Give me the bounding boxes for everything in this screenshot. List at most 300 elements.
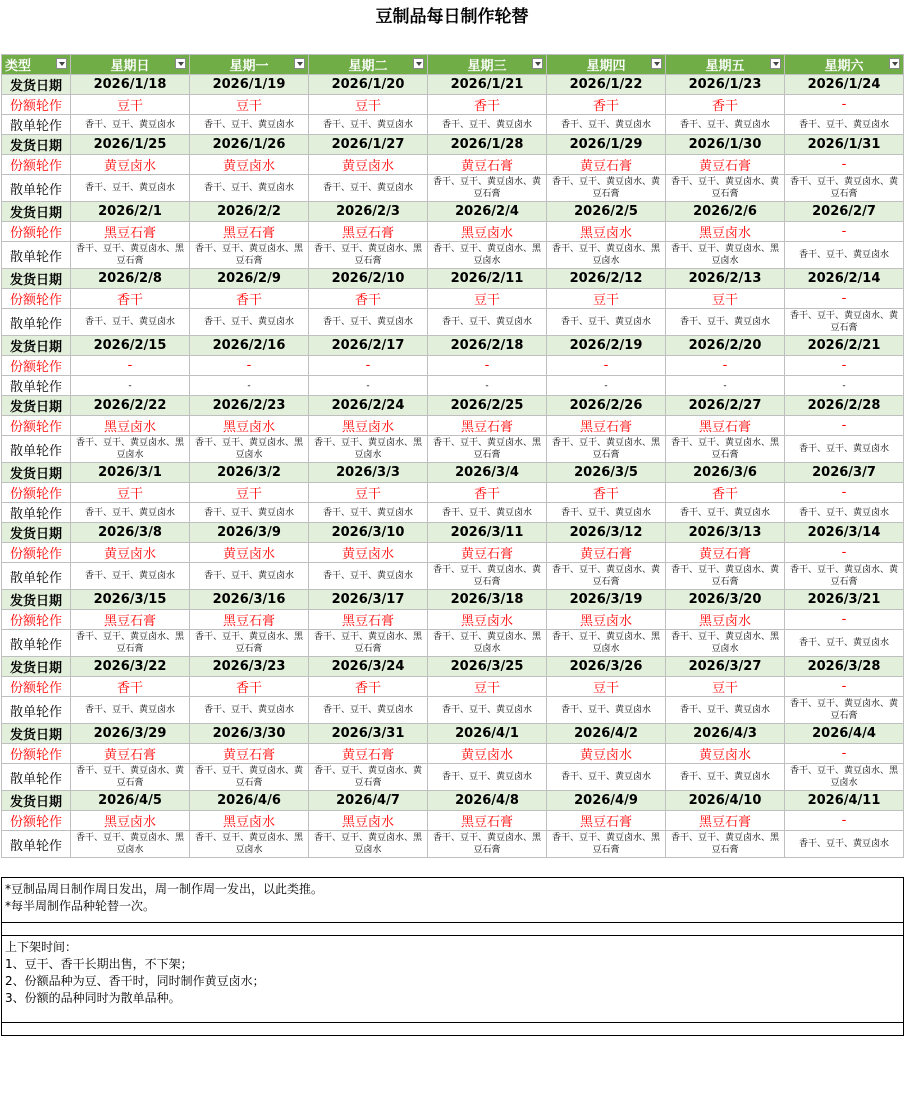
- quota-cell: -: [785, 677, 904, 697]
- single-cell: 香干、豆干、黄豆卤水、黄豆石膏: [785, 175, 904, 202]
- quota-cell: -: [785, 483, 904, 503]
- quota-row: [2, 610, 904, 630]
- filter-dropdown-icon[interactable]: [294, 58, 305, 69]
- single-cell: 香干、豆干、黄豆卤水、黑豆卤水: [190, 831, 309, 858]
- quota-cell: 黑豆卤水: [666, 610, 785, 630]
- single-cell: 香干、豆干、黄豆卤水、黑豆石膏: [428, 831, 547, 858]
- date-cell: 2026/4/9: [547, 791, 666, 811]
- date-cell: 2026/3/30: [190, 724, 309, 744]
- single-cell: 香干、豆干、黄豆卤水、黄豆石膏: [547, 175, 666, 202]
- date-cell: 2026/3/16: [190, 590, 309, 610]
- filter-dropdown-icon[interactable]: [175, 58, 186, 69]
- single-cell: 香干、豆干、黄豆卤水: [666, 115, 785, 135]
- date-cell: 2026/3/27: [666, 657, 785, 677]
- date-cell: 2026/2/19: [547, 336, 666, 356]
- quota-cell: 黑豆石膏: [309, 222, 428, 242]
- quota-cell: 黄豆卤水: [666, 744, 785, 764]
- single-cell: 香干、豆干、黄豆卤水、黑豆石膏: [309, 630, 428, 657]
- single-cell: -: [666, 376, 785, 396]
- notes-table: [1, 877, 904, 1036]
- single-cell: 香干、豆干、黄豆卤水、黑豆石膏: [666, 831, 785, 858]
- quota-cell: 黑豆卤水: [190, 416, 309, 436]
- quota-cell: -: [785, 744, 904, 764]
- quota-cell: 黄豆石膏: [71, 744, 190, 764]
- header-friday: [666, 55, 785, 75]
- single-label: 散单轮作: [2, 242, 71, 269]
- header-wednesday: [428, 55, 547, 75]
- single-cell: 香干、豆干、黄豆卤水: [428, 115, 547, 135]
- quota-cell: -: [785, 610, 904, 630]
- date-cell: 2026/3/14: [785, 523, 904, 543]
- quota-cell: 黑豆卤水: [428, 610, 547, 630]
- single-label: 散单轮作: [2, 764, 71, 791]
- single-cell: 香干、豆干、黄豆卤水、黑豆石膏: [71, 242, 190, 269]
- quota-label: 份额轮作: [2, 289, 71, 309]
- notes-spacer: [2, 1023, 904, 1036]
- date-cell: 2026/2/9: [190, 269, 309, 289]
- quota-cell: 豆干: [309, 95, 428, 115]
- quota-cell: -: [666, 356, 785, 376]
- date-cell: 2026/3/13: [666, 523, 785, 543]
- date-cell: 2026/3/5: [547, 463, 666, 483]
- quota-label: 份额轮作: [2, 811, 71, 831]
- date-label: 发货日期: [2, 657, 71, 677]
- date-cell: 2026/2/5: [547, 202, 666, 222]
- single-cell: 香干、豆干、黄豆卤水: [785, 503, 904, 523]
- single-label: 散单轮作: [2, 376, 71, 396]
- quota-cell: 黑豆卤水: [547, 610, 666, 630]
- date-row: [2, 396, 904, 416]
- quota-cell: 豆干: [71, 95, 190, 115]
- quota-label: 份额轮作: [2, 416, 71, 436]
- single-cell: 香干、豆干、黄豆卤水: [190, 563, 309, 590]
- quota-cell: 香干: [309, 677, 428, 697]
- quota-cell: -: [785, 416, 904, 436]
- date-cell: 2026/3/4: [428, 463, 547, 483]
- quota-label: 份额轮作: [2, 610, 71, 630]
- date-cell: 2026/2/23: [190, 396, 309, 416]
- single-row: [2, 436, 904, 463]
- filter-dropdown-icon[interactable]: [532, 58, 543, 69]
- single-cell: 香干、豆干、黄豆卤水: [71, 697, 190, 724]
- date-cell: 2026/1/31: [785, 135, 904, 155]
- single-label: 散单轮作: [2, 630, 71, 657]
- quota-cell: 黑豆石膏: [190, 610, 309, 630]
- date-cell: 2026/2/14: [785, 269, 904, 289]
- single-cell: 香干、豆干、黄豆卤水: [71, 115, 190, 135]
- quota-cell: 豆干: [71, 483, 190, 503]
- quota-cell: -: [190, 356, 309, 376]
- quota-cell: 黑豆卤水: [71, 811, 190, 831]
- date-row: [2, 523, 904, 543]
- filter-dropdown-icon[interactable]: [889, 58, 900, 69]
- quota-cell: 香干: [190, 289, 309, 309]
- single-cell: -: [309, 376, 428, 396]
- single-row: [2, 764, 904, 791]
- date-label: 发货日期: [2, 396, 71, 416]
- quota-cell: 黑豆石膏: [547, 811, 666, 831]
- single-cell: 香干、豆干、黄豆卤水、黄豆石膏: [666, 175, 785, 202]
- date-cell: 2026/3/9: [190, 523, 309, 543]
- date-cell: 2026/3/26: [547, 657, 666, 677]
- date-cell: 2026/2/26: [547, 396, 666, 416]
- single-cell: 香干、豆干、黄豆卤水、黄豆石膏: [428, 563, 547, 590]
- date-label: 发货日期: [2, 135, 71, 155]
- quota-cell: 豆干: [428, 289, 547, 309]
- single-label: 散单轮作: [2, 563, 71, 590]
- single-row: [2, 630, 904, 657]
- single-cell: 香干、豆干、黄豆卤水: [547, 309, 666, 336]
- quota-cell: 豆干: [666, 289, 785, 309]
- single-cell: 香干、豆干、黄豆卤水: [309, 563, 428, 590]
- date-cell: 2026/1/22: [547, 75, 666, 95]
- quota-cell: 香干: [547, 95, 666, 115]
- quota-cell: 黑豆卤水: [428, 222, 547, 242]
- date-cell: 2026/2/22: [71, 396, 190, 416]
- single-cell: 香干、豆干、黄豆卤水: [190, 503, 309, 523]
- single-cell: 香干、豆干、黄豆卤水: [785, 115, 904, 135]
- quota-cell: 黑豆石膏: [71, 222, 190, 242]
- date-cell: 2026/2/8: [71, 269, 190, 289]
- quota-cell: 黑豆卤水: [309, 811, 428, 831]
- quota-cell: 豆干: [666, 677, 785, 697]
- quota-row: [2, 744, 904, 764]
- quota-cell: 豆干: [428, 677, 547, 697]
- date-label: 发货日期: [2, 791, 71, 811]
- date-row: [2, 724, 904, 744]
- single-row: [2, 175, 904, 202]
- quota-cell: 香干: [71, 677, 190, 697]
- quota-label: 份额轮作: [2, 483, 71, 503]
- quota-cell: 黄豆卤水: [547, 744, 666, 764]
- single-cell: 香干、豆干、黄豆卤水、黑豆卤水: [666, 242, 785, 269]
- single-cell: 香干、豆干、黄豆卤水、黄豆石膏: [309, 764, 428, 791]
- filter-dropdown-icon[interactable]: [56, 58, 67, 69]
- notes-shelf-time: [2, 936, 904, 1023]
- quota-row: [2, 356, 904, 376]
- single-cell: 香干、豆干、黄豆卤水: [428, 697, 547, 724]
- date-cell: 2026/2/27: [666, 396, 785, 416]
- note-line: *每半周制作品种轮替一次。: [5, 899, 156, 913]
- quota-cell: 黄豆卤水: [309, 543, 428, 563]
- date-cell: 2026/2/17: [309, 336, 428, 356]
- quota-cell: 豆干: [547, 289, 666, 309]
- single-cell: -: [547, 376, 666, 396]
- single-row: [2, 697, 904, 724]
- single-cell: 香干、豆干、黄豆卤水: [190, 309, 309, 336]
- date-cell: 2026/1/19: [190, 75, 309, 95]
- quota-cell: 黄豆卤水: [190, 155, 309, 175]
- quota-cell: 黑豆石膏: [190, 222, 309, 242]
- quota-label: 份额轮作: [2, 543, 71, 563]
- quota-cell: 黑豆石膏: [666, 416, 785, 436]
- header-label: 星期五: [705, 59, 745, 74]
- notes-spacer: [2, 923, 904, 936]
- header-label: 星期六: [824, 59, 864, 74]
- single-cell: 香干、豆干、黄豆卤水、黄豆石膏: [785, 563, 904, 590]
- header-monday: [190, 55, 309, 75]
- date-cell: 2026/2/11: [428, 269, 547, 289]
- quota-cell: 黄豆石膏: [428, 543, 547, 563]
- quota-cell: 豆干: [547, 677, 666, 697]
- quota-row: [2, 155, 904, 175]
- header-label: 类型: [5, 59, 32, 74]
- quota-label: 份额轮作: [2, 744, 71, 764]
- quota-cell: 黄豆卤水: [190, 543, 309, 563]
- date-row: [2, 791, 904, 811]
- quota-cell: -: [785, 811, 904, 831]
- single-cell: 香干、豆干、黄豆卤水: [190, 697, 309, 724]
- quota-cell: 黑豆石膏: [428, 811, 547, 831]
- header-thursday: [547, 55, 666, 75]
- single-cell: 香干、豆干、黄豆卤水、黑豆石膏: [428, 436, 547, 463]
- single-row: [2, 831, 904, 858]
- date-cell: 2026/2/7: [785, 202, 904, 222]
- quota-cell: 黑豆卤水: [190, 811, 309, 831]
- date-row: [2, 590, 904, 610]
- single-cell: 香干、豆干、黄豆卤水、黑豆石膏: [309, 242, 428, 269]
- date-label: 发货日期: [2, 75, 71, 95]
- quota-cell: 豆干: [190, 483, 309, 503]
- quota-cell: -: [71, 356, 190, 376]
- quota-row: [2, 289, 904, 309]
- date-cell: 2026/3/24: [309, 657, 428, 677]
- single-cell: 香干、豆干、黄豆卤水、黑豆卤水: [309, 831, 428, 858]
- single-label: 散单轮作: [2, 436, 71, 463]
- date-cell: 2026/2/25: [428, 396, 547, 416]
- single-cell: 香干、豆干、黄豆卤水: [547, 764, 666, 791]
- date-cell: 2026/2/2: [190, 202, 309, 222]
- date-cell: 2026/2/12: [547, 269, 666, 289]
- single-cell: 香干、豆干、黄豆卤水: [666, 764, 785, 791]
- date-label: 发货日期: [2, 202, 71, 222]
- quota-cell: 黑豆卤水: [547, 222, 666, 242]
- quota-cell: 黑豆卤水: [666, 222, 785, 242]
- single-cell: 香干、豆干、黄豆卤水: [190, 115, 309, 135]
- date-cell: 2026/3/10: [309, 523, 428, 543]
- date-label: 发货日期: [2, 523, 71, 543]
- single-cell: 香干、豆干、黄豆卤水、黄豆石膏: [547, 563, 666, 590]
- quota-cell: -: [785, 222, 904, 242]
- date-cell: 2026/4/3: [666, 724, 785, 744]
- single-label: 散单轮作: [2, 831, 71, 858]
- single-cell: 香干、豆干、黄豆卤水、黑豆卤水: [71, 831, 190, 858]
- quota-row: [2, 811, 904, 831]
- single-cell: -: [428, 376, 547, 396]
- date-cell: 2026/3/22: [71, 657, 190, 677]
- single-cell: 香干、豆干、黄豆卤水: [785, 630, 904, 657]
- single-row: [2, 309, 904, 336]
- header-label: 星期日: [110, 59, 150, 74]
- single-cell: 香干、豆干、黄豆卤水: [666, 697, 785, 724]
- single-row: [2, 503, 904, 523]
- date-row: [2, 269, 904, 289]
- single-cell: 香干、豆干、黄豆卤水: [71, 175, 190, 202]
- quota-cell: 黄豆石膏: [309, 744, 428, 764]
- note-line: 3、份额的品种同时为散单品种。: [5, 991, 181, 1005]
- quota-cell: 黄豆石膏: [666, 155, 785, 175]
- quota-cell: 香干: [547, 483, 666, 503]
- single-cell: 香干、豆干、黄豆卤水: [309, 503, 428, 523]
- date-cell: 2026/3/6: [666, 463, 785, 483]
- single-cell: 香干、豆干、黄豆卤水、黑豆卤水: [190, 436, 309, 463]
- header-label: 星期四: [586, 59, 626, 74]
- single-cell: 香干、豆干、黄豆卤水、黄豆石膏: [71, 764, 190, 791]
- quota-cell: 黄豆卤水: [71, 543, 190, 563]
- date-cell: 2026/2/6: [666, 202, 785, 222]
- quota-cell: 香干: [666, 483, 785, 503]
- date-cell: 2026/3/8: [71, 523, 190, 543]
- quota-cell: -: [785, 543, 904, 563]
- quota-cell: 黑豆石膏: [71, 610, 190, 630]
- single-row: [2, 376, 904, 396]
- filter-dropdown-icon[interactable]: [651, 58, 662, 69]
- date-cell: 2026/3/11: [428, 523, 547, 543]
- header-label: 星期一: [229, 59, 269, 74]
- date-row: [2, 463, 904, 483]
- single-cell: 香干、豆干、黄豆卤水: [309, 115, 428, 135]
- quota-cell: 香干: [309, 289, 428, 309]
- date-cell: 2026/3/7: [785, 463, 904, 483]
- date-cell: 2026/2/4: [428, 202, 547, 222]
- date-label: 发货日期: [2, 336, 71, 356]
- date-cell: 2026/1/21: [428, 75, 547, 95]
- filter-dropdown-icon[interactable]: [413, 58, 424, 69]
- single-cell: -: [71, 376, 190, 396]
- note-line: *豆制品周日制作周日发出，周一制作周一发出，以此类推。: [5, 882, 324, 896]
- date-cell: 2026/3/19: [547, 590, 666, 610]
- single-cell: 香干、豆干、黄豆卤水: [666, 503, 785, 523]
- quota-cell: 黑豆卤水: [309, 416, 428, 436]
- date-cell: 2026/4/2: [547, 724, 666, 744]
- date-cell: 2026/3/31: [309, 724, 428, 744]
- quota-label: 份额轮作: [2, 95, 71, 115]
- date-cell: 2026/4/7: [309, 791, 428, 811]
- quota-label: 份额轮作: [2, 677, 71, 697]
- date-cell: 2026/4/1: [428, 724, 547, 744]
- date-row: [2, 202, 904, 222]
- single-cell: 香干、豆干、黄豆卤水: [71, 503, 190, 523]
- single-label: 散单轮作: [2, 309, 71, 336]
- single-cell: 香干、豆干、黄豆卤水、黑豆卤水: [428, 630, 547, 657]
- single-label: 散单轮作: [2, 175, 71, 202]
- quota-cell: 香干: [428, 483, 547, 503]
- single-cell: 香干、豆干、黄豆卤水、黄豆石膏: [428, 175, 547, 202]
- date-cell: 2026/1/30: [666, 135, 785, 155]
- quota-cell: 香干: [428, 95, 547, 115]
- quota-cell: 黄豆卤水: [309, 155, 428, 175]
- date-row: [2, 336, 904, 356]
- date-cell: 2026/2/15: [71, 336, 190, 356]
- date-cell: 2026/1/28: [428, 135, 547, 155]
- quota-row: [2, 95, 904, 115]
- quota-cell: -: [785, 356, 904, 376]
- date-cell: 2026/2/10: [309, 269, 428, 289]
- date-cell: 2026/3/2: [190, 463, 309, 483]
- single-cell: -: [190, 376, 309, 396]
- date-cell: 2026/3/1: [71, 463, 190, 483]
- note-line: 1、豆干、香干长期出售，不下架；: [5, 957, 193, 971]
- single-cell: 香干、豆干、黄豆卤水、黑豆石膏: [71, 630, 190, 657]
- date-cell: 2026/1/29: [547, 135, 666, 155]
- date-cell: 2026/2/28: [785, 396, 904, 416]
- date-label: 发货日期: [2, 590, 71, 610]
- date-cell: 2026/2/24: [309, 396, 428, 416]
- quota-cell: 黄豆石膏: [547, 155, 666, 175]
- date-cell: 2026/2/1: [71, 202, 190, 222]
- date-label: 发货日期: [2, 724, 71, 744]
- date-cell: 2026/3/23: [190, 657, 309, 677]
- page-title: 豆制品每日制作轮替: [375, 7, 529, 27]
- quota-cell: 黑豆石膏: [309, 610, 428, 630]
- quota-cell: 香干: [71, 289, 190, 309]
- quota-cell: 黄豆卤水: [71, 155, 190, 175]
- date-cell: 2026/1/24: [785, 75, 904, 95]
- single-cell: 香干、豆干、黄豆卤水: [547, 697, 666, 724]
- quota-cell: 黑豆卤水: [71, 416, 190, 436]
- single-cell: 香干、豆干、黄豆卤水: [190, 175, 309, 202]
- date-cell: 2026/1/25: [71, 135, 190, 155]
- single-cell: 香干、豆干、黄豆卤水: [785, 242, 904, 269]
- single-label: 散单轮作: [2, 503, 71, 523]
- date-cell: 2026/4/10: [666, 791, 785, 811]
- quota-cell: 香干: [190, 677, 309, 697]
- single-cell: 香干、豆干、黄豆卤水: [309, 697, 428, 724]
- header-tuesday: [309, 55, 428, 75]
- single-cell: 香干、豆干、黄豆卤水: [428, 503, 547, 523]
- single-label: 散单轮作: [2, 115, 71, 135]
- date-label: 发货日期: [2, 269, 71, 289]
- header-label: 星期二: [348, 59, 388, 74]
- quota-row: [2, 483, 904, 503]
- date-cell: 2026/4/5: [71, 791, 190, 811]
- single-cell: 香干、豆干、黄豆卤水、黄豆石膏: [785, 309, 904, 336]
- single-cell: 香干、豆干、黄豆卤水、黑豆卤水: [547, 242, 666, 269]
- single-cell: 香干、豆干、黄豆卤水: [309, 309, 428, 336]
- date-cell: 2026/3/15: [71, 590, 190, 610]
- single-cell: 香干、豆干、黄豆卤水、黑豆卤水: [428, 242, 547, 269]
- quota-row: [2, 543, 904, 563]
- date-row: [2, 135, 904, 155]
- quota-cell: 黄豆石膏: [666, 543, 785, 563]
- quota-cell: 黑豆石膏: [547, 416, 666, 436]
- single-cell: 香干、豆干、黄豆卤水: [428, 764, 547, 791]
- date-cell: 2026/3/28: [785, 657, 904, 677]
- date-cell: 2026/3/3: [309, 463, 428, 483]
- single-cell: 香干、豆干、黄豆卤水: [428, 309, 547, 336]
- date-label: 发货日期: [2, 463, 71, 483]
- header-type: [2, 55, 71, 75]
- single-cell: 香干、豆干、黄豆卤水、黑豆卤水: [785, 764, 904, 791]
- date-cell: 2026/1/20: [309, 75, 428, 95]
- note-line: 2、份额品种为豆、香干时，同时制作黄豆卤水；: [5, 974, 265, 988]
- single-cell: 香干、豆干、黄豆卤水、黑豆石膏: [190, 630, 309, 657]
- filter-dropdown-icon[interactable]: [770, 58, 781, 69]
- date-cell: 2026/4/11: [785, 791, 904, 811]
- date-cell: 2026/2/18: [428, 336, 547, 356]
- date-cell: 2026/3/20: [666, 590, 785, 610]
- quota-cell: 黄豆石膏: [428, 155, 547, 175]
- note-line: 上下架时间：: [5, 940, 78, 954]
- date-cell: 2026/2/20: [666, 336, 785, 356]
- quota-cell: -: [428, 356, 547, 376]
- date-cell: 2026/2/13: [666, 269, 785, 289]
- table-body: [2, 75, 904, 858]
- quota-cell: -: [785, 289, 904, 309]
- single-label: 散单轮作: [2, 697, 71, 724]
- single-cell: 香干、豆干、黄豆卤水: [547, 115, 666, 135]
- single-cell: 香干、豆干、黄豆卤水: [547, 503, 666, 523]
